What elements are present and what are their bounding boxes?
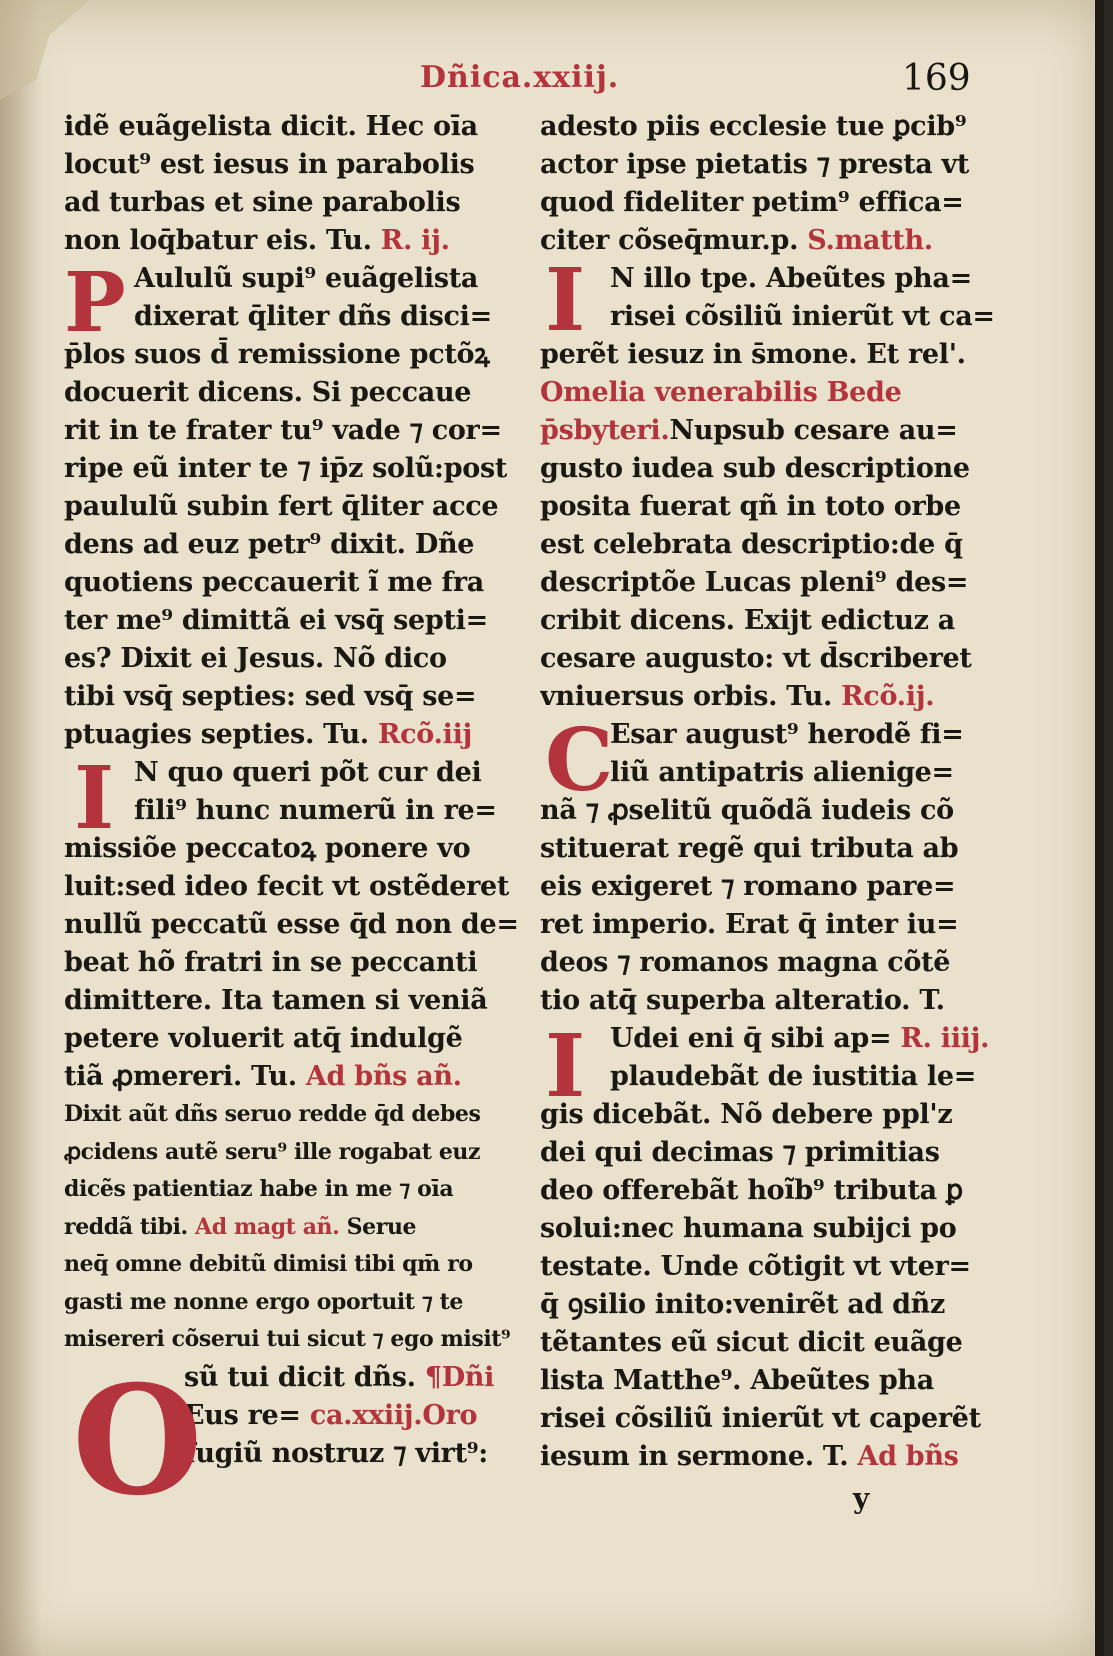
text-line <box>540 1438 995 1476</box>
initial-i-left: I <box>74 748 115 849</box>
line-text: Aululũ supi⁹ euãgelista <box>134 263 479 294</box>
line-text: dens ad euz petr⁹ dixit. Dñe <box>64 529 475 560</box>
initial-i-right-top: I <box>545 250 586 351</box>
line-text: posita fuerat qñ in toto orbe <box>540 491 961 522</box>
text-line <box>540 108 995 146</box>
line-text: nã ⁊ ꝓselitũ quõdã iudeis cõ <box>540 795 954 826</box>
line-text: deo offerebãt hoĩb⁹ tributa ꝑ <box>540 1175 963 1206</box>
rubric: Ad bñs añ. <box>296 1061 462 1092</box>
rubric: p̄sbyteri. <box>540 415 670 446</box>
rubric: R. ij. <box>371 225 450 256</box>
line-text: adesto piis ecclesie tue ꝑcib⁹ <box>540 111 967 142</box>
folio-number: 169 <box>902 58 971 99</box>
line-text: paululũ subin fert q̄liter acce <box>64 491 499 522</box>
rubric: Ad magt añ. <box>187 1213 340 1240</box>
text-line <box>540 260 995 298</box>
text-line <box>64 526 519 564</box>
text-line <box>64 564 519 602</box>
text-line <box>540 1248 995 1286</box>
text-line <box>64 108 519 146</box>
line-text: risei cõsiliũ inierũt vt caperẽt <box>540 1403 981 1434</box>
line-text: beat hõ fratri in se peccanti <box>64 947 478 978</box>
line-text: idẽ euãgelista dicit. Hec oīa <box>64 111 478 142</box>
line-text: luit:sed ideo fecit vt ostẽderet <box>64 871 510 902</box>
line-text: tio atq̄ superba alteratio. T. <box>540 985 945 1016</box>
initial-c: C <box>545 710 614 811</box>
rubric: Ad bñs <box>848 1441 959 1472</box>
line-text: fugiũ nostruz ⁊ virt⁹: <box>184 1437 488 1469</box>
text-line <box>540 298 995 336</box>
text-line <box>64 298 519 336</box>
line-text: perẽt iesuz in s̄mone. Et rel'. <box>540 339 966 370</box>
text-line <box>540 602 995 640</box>
line-text: gasti me nonne ergo oportuit ⁊ te <box>64 1288 463 1315</box>
rubric: Rcõ.iij <box>368 719 473 750</box>
line-text: cribit dicens. Exijt edictuz a <box>540 605 955 636</box>
text-line <box>540 640 995 678</box>
text-line <box>64 1171 519 1209</box>
line-text: testate. Unde cõtigit vt vter= <box>540 1251 971 1282</box>
line-text: dimittere. Ita tamen si veniã <box>64 985 488 1016</box>
text-line <box>540 412 995 450</box>
line-text: reddã tibi. <box>64 1213 188 1240</box>
text-line <box>64 982 519 1020</box>
text-line <box>540 982 995 1020</box>
line-text: tiã ꝓmereri. Tu. <box>64 1061 297 1092</box>
text-line <box>64 1134 519 1172</box>
text-line <box>540 868 995 906</box>
line-text: est celebrata descriptio:de q̄ <box>540 529 963 560</box>
line-text: gis dicebãt. Nõ debere ppl'z <box>540 1099 953 1130</box>
initial-o: O <box>72 1353 203 1529</box>
initial-p: P <box>64 255 126 351</box>
line-text: ter me⁹ dimittã ei vsq̄ septi= <box>64 605 488 636</box>
line-text: iesum in sermone. T. <box>540 1441 849 1472</box>
text-line <box>540 488 995 526</box>
text-line <box>64 1058 519 1096</box>
text-line <box>64 184 519 222</box>
text-line <box>64 792 519 830</box>
text-line <box>64 260 519 298</box>
line-text: quod fideliter petim⁹ effica= <box>540 187 964 218</box>
line-text: ret imperio. Erat q̄ inter iu= <box>540 909 959 940</box>
text-line <box>540 830 995 868</box>
text-line <box>540 1324 995 1362</box>
text-line <box>540 336 995 374</box>
text-line <box>540 1096 995 1134</box>
text-line <box>64 336 519 374</box>
text-line <box>64 678 519 716</box>
page-header <box>0 58 1104 98</box>
text-line <box>540 1210 995 1248</box>
line-text: misereri cõserui tui sicut ⁊ ego misit⁹ <box>64 1326 511 1352</box>
text-line <box>64 906 519 944</box>
rubric: Omelia venerabilis Bede <box>540 377 902 408</box>
text-line <box>64 450 519 488</box>
line-text: dicẽs patientiaz habe in me ⁊ oīa <box>64 1176 454 1202</box>
initial-i-right-bottom: I <box>545 1016 586 1117</box>
rubric: ¶Dñi <box>415 1361 495 1393</box>
line-text: stituerat regẽ qui tributa ab <box>540 833 959 864</box>
line-text: nullũ peccatũ esse q̄d non de= <box>64 909 519 940</box>
text-line <box>64 868 519 906</box>
text-line <box>64 754 519 792</box>
line-text: neq̄ omne debitũ dimisi tibi qm̄ ro <box>64 1251 473 1277</box>
text-line <box>64 1209 519 1247</box>
text-line <box>540 1172 995 1210</box>
text-line <box>540 906 995 944</box>
line-text: plaudebãt de iustitia le= <box>610 1061 977 1092</box>
text-line <box>540 1058 995 1096</box>
text-line <box>540 1134 995 1172</box>
text-line <box>64 374 519 412</box>
line-text: fili⁹ hunc numerũ in re= <box>134 795 497 826</box>
text-line <box>64 1246 519 1284</box>
line-text: citer cõseq̄mur.p. <box>540 225 799 256</box>
page-edge <box>1095 0 1104 1656</box>
text-line <box>64 1020 519 1058</box>
rubric: R. iiij. <box>891 1023 990 1054</box>
text-line <box>64 944 519 982</box>
text-line <box>540 1400 995 1438</box>
line-text: ꝓcidens autẽ seru⁹ ille rogabat euz <box>64 1138 481 1165</box>
line-text: ripe eũ inter te ⁊ ip̄z solũ:post <box>64 453 508 484</box>
line-text: solui:nec humana subijci po <box>540 1213 957 1244</box>
text-line <box>540 1362 995 1400</box>
line-text: docuerit dicens. Si peccaue <box>64 377 472 408</box>
text-line <box>64 640 519 678</box>
catchword: y <box>853 1482 870 1515</box>
line-text: locut⁹ est iesus in parabolis <box>64 149 475 180</box>
line-text: tẽtantes eũ sicut dicit euãge <box>540 1327 963 1358</box>
text-line <box>540 1020 995 1058</box>
line-text: Dixit aũt dñs seruo redde q̄d debes <box>64 1101 481 1127</box>
text-line <box>540 944 995 982</box>
line-text: rit in te frater tu⁹ vade ⁊ cor= <box>64 415 502 446</box>
line-text: liũ antipatris alienige= <box>610 757 954 788</box>
line-text: es? Dixit ei Jesus. Nõ dico <box>64 643 447 674</box>
text-line <box>64 222 519 260</box>
line-text: non loq̄batur eis. Tu. <box>64 225 372 256</box>
line-text: gusto iudea sub descriptione <box>540 453 970 484</box>
line-text: eis exigeret ⁊ romano pare= <box>540 871 956 902</box>
text-line <box>64 602 519 640</box>
text-line <box>540 564 995 602</box>
text-line <box>64 412 519 450</box>
line-text: lista Matthe⁹. Abeũtes pha <box>540 1365 934 1396</box>
line-text: petere voluerit atq̄ indulgẽ <box>64 1023 463 1054</box>
line-text: vniuersus orbis. Tu. <box>540 681 833 712</box>
rubric: ca.xxiij.Oro <box>300 1399 478 1431</box>
line-text: tibi vsq̄ septies: sed vsq̄ se= <box>64 681 477 712</box>
running-head: Dñica.xxiij. <box>420 60 620 95</box>
text-line <box>64 1284 519 1322</box>
line-text: actor ipse pietatis ⁊ presta vt <box>540 149 970 180</box>
line-text: dei qui decimas ⁊ primitias <box>540 1137 940 1168</box>
line-text: N illo tpe. Abeũtes pha= <box>610 263 972 294</box>
text-line <box>540 1286 995 1324</box>
text-line <box>540 526 995 564</box>
rubric: S.matth. <box>798 225 933 256</box>
text-line <box>540 146 995 184</box>
line-text: sũ tui dicit dñs. <box>184 1361 416 1393</box>
left-text-column <box>64 108 519 1473</box>
line-text: Eus re= <box>184 1399 301 1431</box>
text-line <box>540 222 995 260</box>
line-text: deos ⁊ romanos magna cõtẽ <box>540 947 951 978</box>
text-line <box>64 488 519 526</box>
line-text: risei cõsiliũ inierũt vt ca= <box>610 301 995 332</box>
line-text: p̄los suos d̄ remissione pctõꝝ <box>64 339 490 370</box>
line-text: dixerat q̄liter dñs disci= <box>134 301 492 332</box>
line-tail: Serue <box>339 1213 417 1240</box>
text-line <box>540 450 995 488</box>
line-text: missiõe peccatoꝝ ponere vo <box>64 833 471 864</box>
text-line <box>540 184 995 222</box>
line-text: Udei eni q̄ sibi ap= <box>610 1023 892 1054</box>
line-tail: Nupsub cesare au= <box>669 415 958 446</box>
text-line <box>540 374 995 412</box>
line-text: N quo queri põt cur dei <box>134 757 482 788</box>
line-text: quotiens peccauerit ĩ me fra <box>64 567 484 598</box>
text-line <box>64 716 519 754</box>
line-text: ad turbas et sine parabolis <box>64 187 461 218</box>
line-text: cesare augusto: vt d̄scriberet <box>540 643 972 674</box>
line-text: Esar august⁹ herodẽ fi= <box>610 719 964 750</box>
line-text: ptuagies septies. Tu. <box>64 719 369 750</box>
line-text: descriptõe Lucas pleni⁹ des= <box>540 567 969 598</box>
text-line <box>64 1096 519 1134</box>
page-gutter-shading <box>0 0 42 1656</box>
text-line <box>64 146 519 184</box>
rubric: Rcõ.ij. <box>832 681 935 712</box>
line-text: q̄ ꝯsilio inito:venirẽt ad dñz <box>540 1289 946 1320</box>
text-line <box>64 830 519 868</box>
